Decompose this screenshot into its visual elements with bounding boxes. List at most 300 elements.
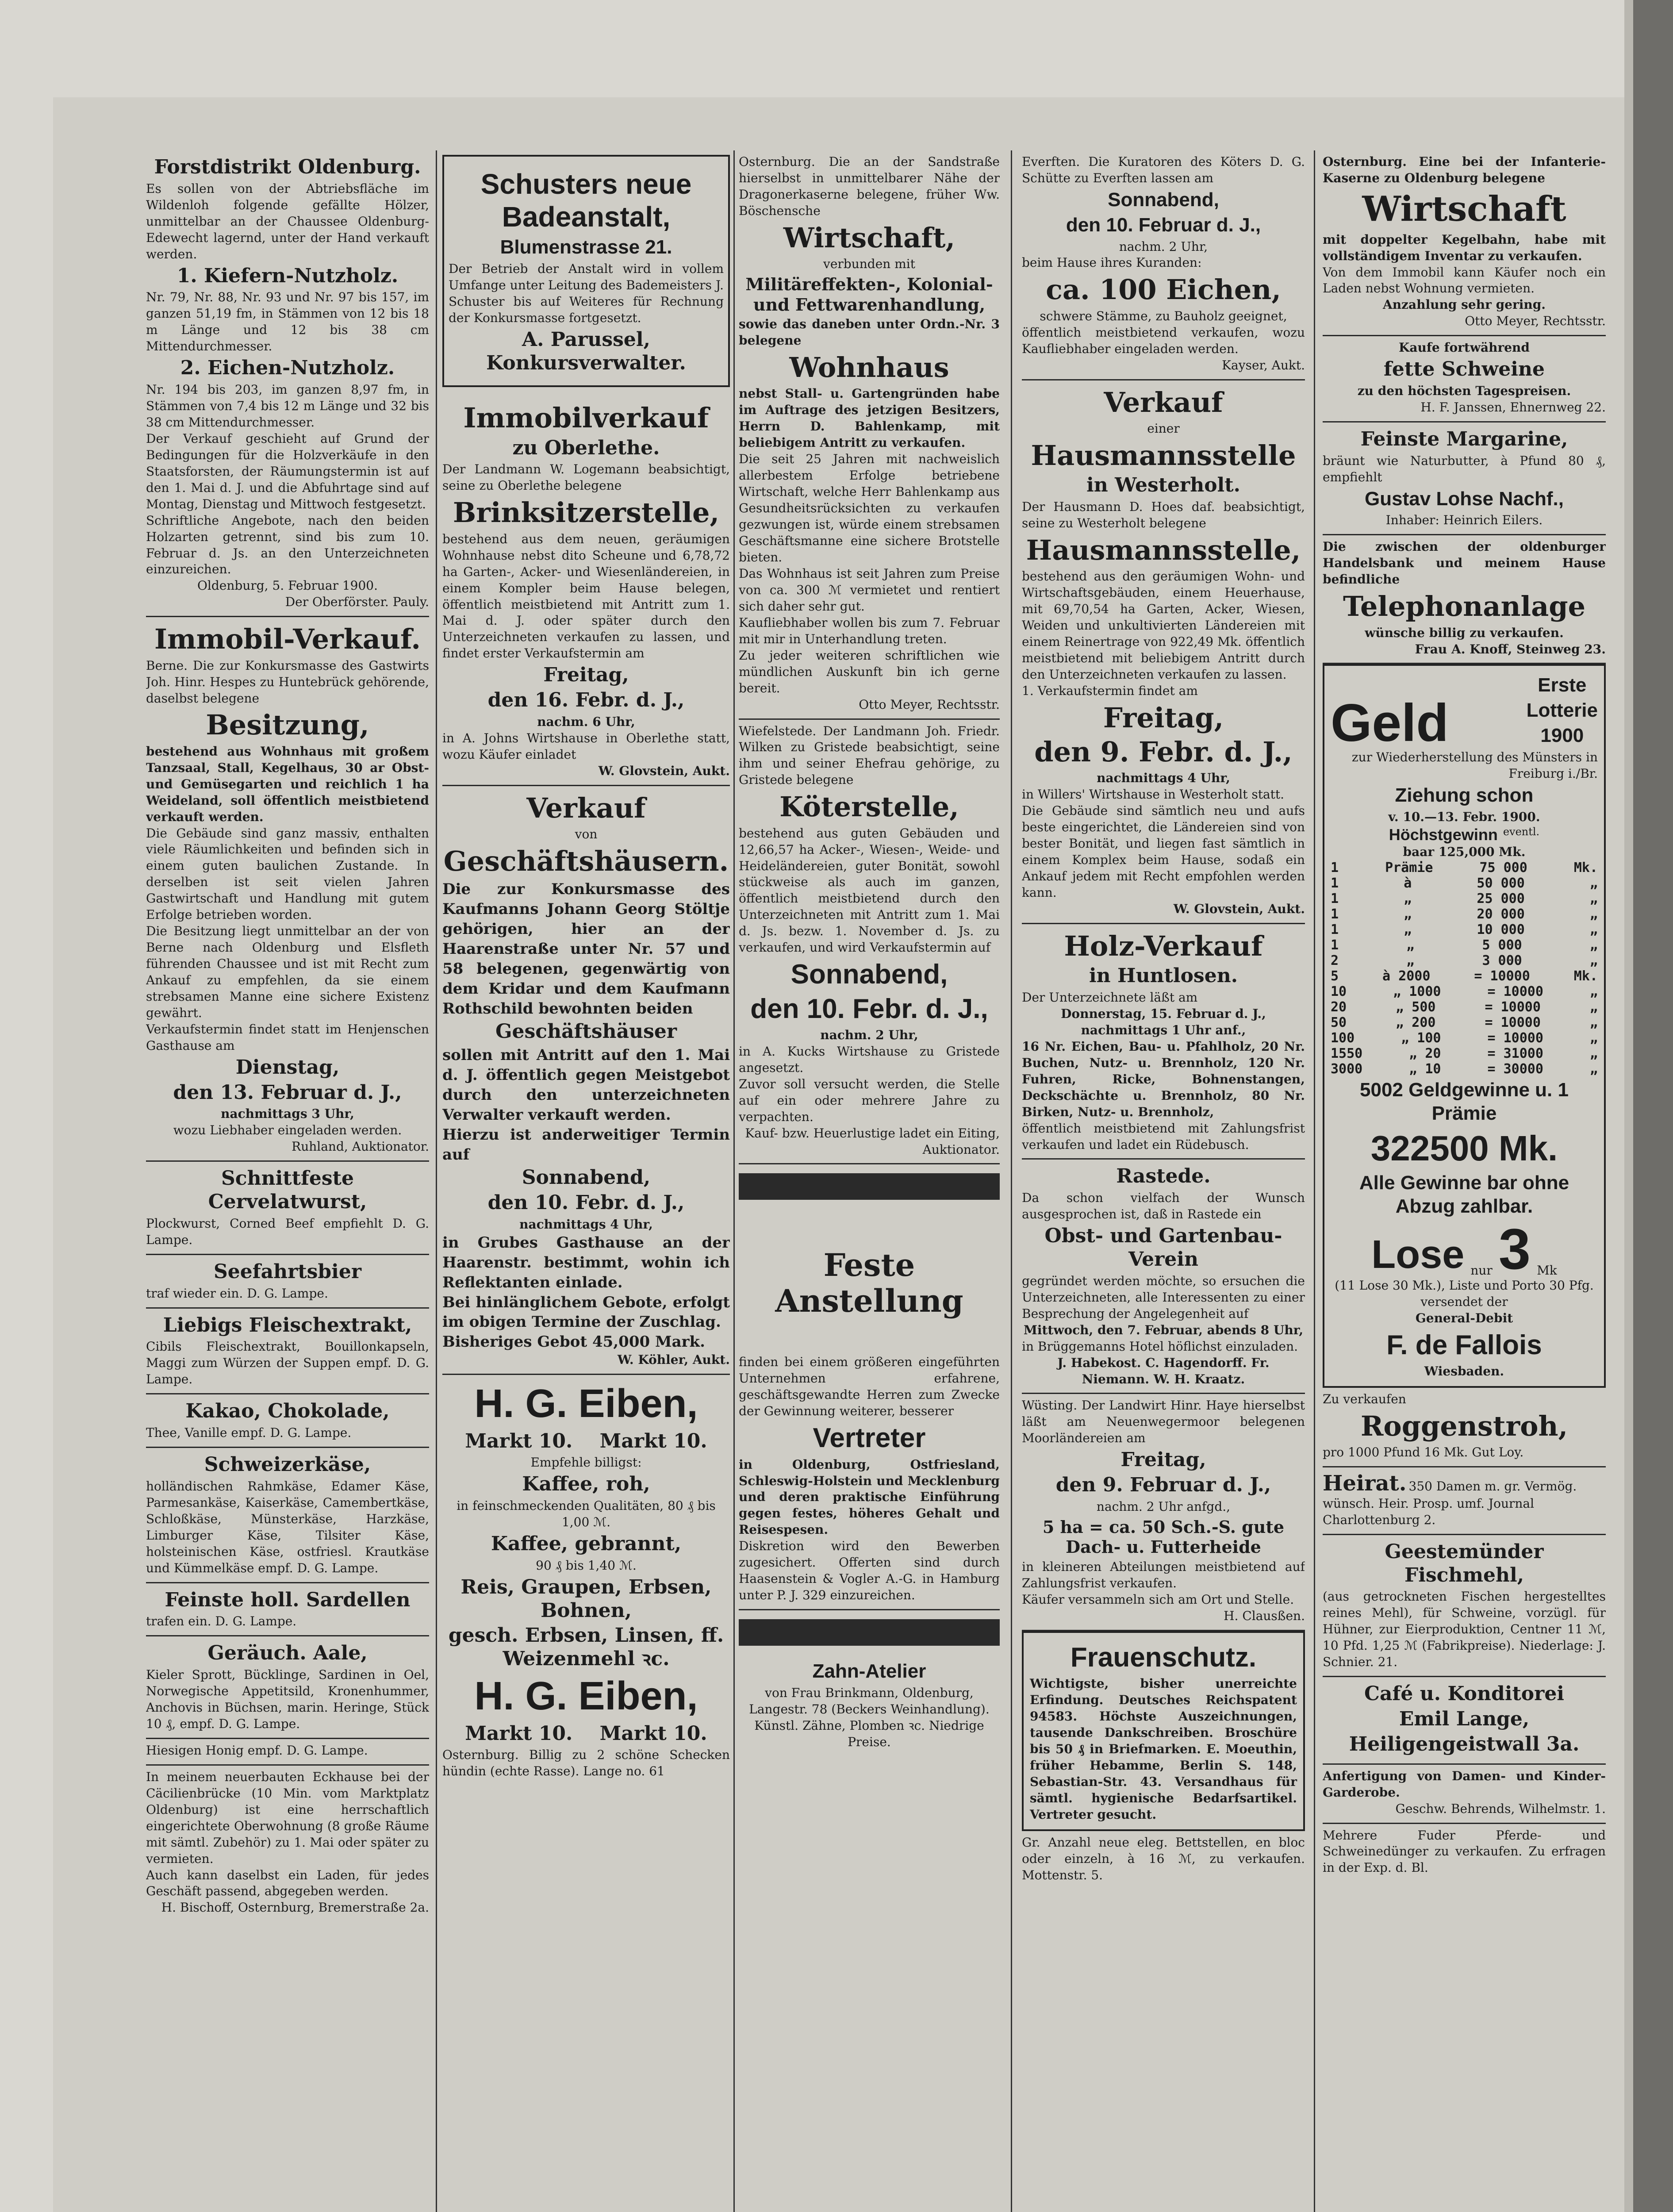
lotterie-prize-cell: 1: [1331, 891, 1339, 907]
ad-text: Kaufliebhaber wollen bis zum 7. Februar mit mir in Unterhandlung treten.: [739, 615, 1000, 646]
ad-text: Hierzu ist anderweitiger Termin auf: [442, 1125, 730, 1164]
lotterie-prize-row: [1331, 906, 1598, 922]
lotterie-prize-cell: „: [1589, 876, 1598, 891]
ad-text: Das Wohnhaus ist seit Jahren zum Preise von ca. 300 ℳ vermietet und rentiert sich daher sehr gut.: [739, 566, 1000, 614]
lotterie-prize-cell: „: [1589, 906, 1598, 922]
ad-text: Hiesigen Honig empf. D. G. Lampe.: [146, 1743, 368, 1758]
ad-signature: W. Köhler, Aukt.: [617, 1352, 730, 1367]
ad-text: in A. Kucks Wirtshause zu Gristede angesetzt.: [739, 1044, 1000, 1075]
ad-headline: 5 ha = ca. 50 Sch.-S. gute Dach- u. Futterheide: [1042, 1517, 1285, 1557]
ad-text: Kaufe fortwährend: [1399, 340, 1530, 355]
ad-text: Der Landmann W. Logemann beabsichtigt, seine zu Oberlethe belegene: [442, 462, 730, 493]
lotterie-title: Lotterie: [1526, 699, 1598, 722]
ad-text: gegründet werden möchte, so ersuchen die Unterzeichneten, alle Interessenten zu einer Besprechung der Angelegenheit auf: [1022, 1273, 1305, 1321]
ad-title: Verkauf: [526, 791, 646, 824]
lotterie-eventl: eventl.: [1503, 825, 1540, 838]
ad-text: Es sollen von der Abtriebsfläche im Wildenloh folgende gefällte Hölzer, unmittelbar an der Chaussee Oldenburg-Edewecht lagernd, unter der Hand verkauft werden.: [146, 181, 429, 261]
ad-subtitle: in Huntlosen.: [1089, 964, 1238, 987]
ad-badeanstalt: [442, 155, 730, 387]
lotterie-prize-cell: 2: [1331, 953, 1339, 969]
lotterie-hoechstgewinn: Höchstgewinn: [1389, 825, 1498, 844]
ad-text: bestehend aus guten Gebäuden und 12,66,57 ha Acker-, Wiesen-, Weide- und Heideländereien, guter Bonität, sowohl stückweise als auch im ganzen, öffentlich meistbietend durch den Unterzeichneten mit Antritt zum 1. Mai d. Js. bezw. 1. November d. Js. zu verkaufen, und wird Verkaufstermin auf: [739, 826, 1000, 955]
ad-text: Verkaufstermin findet statt im Henjenschen Gasthause am: [146, 1022, 429, 1053]
ad-text: in Oldenburg, Ostfriesland, Schleswig-Holstein und Mecklenburg und deren praktische Einführung gegen festes, höheres Gehalt und Reisespesen.: [739, 1457, 1000, 1537]
ad-text: nebst Stall- u. Gartengründen habe im Auftrage des jetzigen Besitzers, Herrn D. Bahlenkamp, mit beliebigem Antritt zu verkaufen.: [739, 386, 1000, 450]
lotterie-lose-row: [1331, 1216, 1598, 1281]
ad-date: Mittwoch, den 7. Februar, abends 8 Uhr,: [1023, 1322, 1304, 1337]
ad-separator-bar: [739, 1619, 1000, 1646]
ad-text: Osternburg. Billig zu 2 schöne Schecken hündin (echte Rasse). Lange no. 61: [442, 1747, 730, 1779]
ad-kakao: [146, 1394, 429, 1448]
ad-title: Seefahrtsbier: [213, 1260, 362, 1283]
ad-time: nachmittags 1 Uhr anf.,: [1081, 1022, 1246, 1037]
page-edge-shadow: [1624, 0, 1633, 2212]
lotterie-prize-cell: „: [1589, 1030, 1598, 1046]
ad-date: den 10. Februar d. J.,: [1066, 214, 1261, 236]
ad-text: Die zwischen der oldenburger Handelsbank und meinem Hause befindliche: [1323, 539, 1606, 587]
lotterie-hoechst-row: [1331, 826, 1598, 844]
ad-text: Zuvor soll versucht werden, die Stelle auf ein oder mehrere Jahre zu verpachten.: [739, 1076, 1000, 1124]
ad-aale: [146, 1636, 429, 1739]
ad-text: bräunt wie Naturbutter, à Pfund 80 ₰, empfiehlt: [1323, 453, 1606, 484]
ad-text: 1. Verkaufstermin findet am: [1022, 683, 1198, 698]
ad-title: Kakao, Chokolade,: [185, 1400, 390, 1423]
ad-text: traf wieder ein. D. G. Lampe.: [146, 1286, 328, 1301]
lotterie-nur: nur: [1470, 1263, 1493, 1278]
lotterie-prize-cell: „ 1000: [1393, 984, 1441, 1000]
lotterie-prize-cell: 10: [1331, 984, 1347, 1000]
ad-title: Zahn-Atelier: [812, 1660, 926, 1682]
ad-telephonanlage: [1323, 535, 1606, 664]
lotterie-prize-cell: 20: [1331, 999, 1347, 1015]
ad-title: Immobilverkauf: [463, 402, 709, 434]
lotterie-prize-cell: „: [1406, 937, 1415, 953]
ad-text: Everften. Die Kuratoren des Köters D. G. Schütte zu Everften lassen am: [1022, 154, 1305, 185]
lotterie-header: [1331, 672, 1598, 753]
ad-wirtschaft-osternburg: [739, 150, 1000, 720]
lotterie-prize-cell: 3 000: [1482, 953, 1522, 969]
ad-product: Kaffee, gebrannt,: [491, 1532, 682, 1555]
ad-eiben: [442, 1375, 730, 1785]
lotterie-prize-cell: „: [1589, 937, 1598, 953]
lotterie-prize-cell: „ 10: [1409, 1061, 1441, 1077]
ad-geschaeftshaeuser: [442, 786, 730, 1375]
ad-text: Die zur Konkursmasse des Kaufmanns Johann Georg Stöltje gehörigen, hier an der Haarenstraße unter Nr. 57 und 58 belegenen, gegenwärtig von dem Kridar und dem Kaufmann Rothschild bewohnten beiden: [442, 880, 730, 1018]
ad-headline: Brinksitzerstelle,: [453, 496, 720, 529]
lotterie-prize-cell: = 30000: [1487, 1061, 1543, 1077]
ad-text: in Grubes Gasthause an der Haarenstr. bestimmt, wohin ich Reflektanten einlade.: [442, 1233, 730, 1291]
lotterie-prize-cell: à: [1404, 876, 1412, 891]
lotterie-prize-cell: 3000: [1331, 1061, 1363, 1077]
ad-signature: H. Clausßen.: [1224, 1608, 1305, 1623]
column-rule: [1314, 150, 1315, 2212]
ad-subtitle: in Westerholt.: [1086, 474, 1240, 497]
ad-text: zu den höchsten Tagespreisen.: [1357, 384, 1571, 399]
lotterie-prize-row: [1331, 922, 1598, 937]
ad-date: den 9. Febr. d. J.,: [1034, 735, 1293, 768]
lotterie-prize-cell: „: [1404, 891, 1412, 907]
ad-time: nachm. 2 Uhr,: [820, 1027, 918, 1042]
lotterie-alle-gewinne: Alle Gewinne bar ohne Abzug zahlbar.: [1359, 1172, 1569, 1217]
ad-headline: Telephonanlage: [1343, 590, 1586, 623]
lotterie-prize-row: [1331, 953, 1598, 968]
ad-headline: Roggenstroh,: [1360, 1409, 1568, 1442]
ad-text: Wichtigste, bisher unerreichte Erfindung. Deutsches Reichspatent 94583. Höchste Auszeichnungen, tausende Dankschreiben. Broschüre bis 50 ₰ in Briefmarken. E. Moeuthin, früher Hebamme, Berlin S. 148, Sebastian-Str. 43. Versandhaus für sämtl. hygienische Bedarfsartikel. Vertreter gesucht.: [1030, 1676, 1297, 1822]
ad-title: Holz-Verkauf: [1064, 929, 1263, 962]
ad-text: von: [575, 827, 598, 842]
ad-headline: Hausmannsstelle,: [1026, 534, 1301, 566]
ad-eichen: [1022, 150, 1305, 380]
ad-schweizerkaese: [146, 1448, 429, 1583]
lotterie-prize-cell: 5 000: [1482, 937, 1522, 953]
column-2: [442, 150, 730, 2212]
ad-signature: H. F. Janssen, Ehnernweg 22.: [1420, 400, 1606, 415]
ad-time: nachmittags 4 Uhr,: [1097, 771, 1230, 786]
ad-text: Die Besitzung liegt unmittelbar an der von Berne nach Oldenburg und Elsfleth führenden Chaussee und ist mit Recht zum Ankauf zu empfehlen, da sie einem strebsamen Manne eine sichere Existenz gewährt.: [146, 924, 429, 1021]
lotterie-prize-cell: 75 000: [1479, 860, 1527, 876]
ad-title: Café u. Konditorei: [1364, 1682, 1565, 1705]
lotterie-prize-row: [1331, 999, 1598, 1015]
ad-bettstellen: [1022, 1831, 1305, 1889]
ad-product: Reis, Graupen, Erbsen, Bohnen,: [460, 1575, 712, 1622]
ad-text: finden bei einem größeren eingeführten Unternehmen erfahrene, geschäftsgewandte Herren zum Zwecke der Gewinnung weiterer, besserer: [739, 1355, 1000, 1419]
lotterie-prize-cell: „: [1406, 953, 1415, 969]
ad-signature: Kauf- bzw. Heuerlustige ladet ein Eiting, Auktionator.: [745, 1125, 1000, 1157]
ad-text: Der Verkauf geschieht auf Grund der Bedingungen für die Holzverkäufe in den Staatsforsten, der Räumungstermin ist auf den 1. Mai d. J. und die Abfuhrtage sind auf Montag, Dienstag und Mittwoch festgesetzt.: [146, 431, 429, 511]
ad-signature: H. Bischoff, Osternburg, Bremerstraße 2a.: [161, 1900, 429, 1915]
lotterie-prize-cell: 1: [1331, 922, 1339, 938]
ad-sardellen: [146, 1583, 429, 1637]
ad-roggenstroh: [1323, 1388, 1606, 1467]
ad-text: schwere Stämme, zu Bauholz geeignet,: [1040, 308, 1287, 323]
ad-headline: Heirat.: [1323, 1471, 1407, 1496]
ad-text: Der Betrieb der Anstalt wird in vollem Umfange unter Leitung des Bademeisters J. Schuster bis auf Weiteres für Rechnung der Konkursmasse fortgesetzt.: [449, 261, 724, 325]
ad-title: Schnittfeste Cervelatwurst,: [208, 1167, 367, 1214]
ad-firm: Gustav Lohse Nachf.,: [1365, 488, 1564, 510]
ad-title: Frauenschutz.: [1070, 1642, 1257, 1673]
lotterie-prize-cell: = 10000: [1474, 968, 1530, 984]
lotterie-prize-cell: Prämie: [1385, 860, 1433, 876]
ad-product: gesch. Erbsen, Linsen, ff. Weizenmehl ꝛc.: [448, 1624, 724, 1671]
ad-text: Wiefelstede. Der Landmann Joh. Friedr. Wilken zu Gristede beabsichtigt, seine ihm und seiner Ehefrau gehörige, zu Gristede belegene: [739, 723, 1000, 787]
lotterie-prize-cell: 1550: [1331, 1046, 1363, 1062]
lotterie-city: Wiesbaden.: [1424, 1363, 1504, 1379]
lotterie-prize-cell: „: [1589, 1015, 1598, 1031]
ad-day: Freitag,: [1103, 701, 1224, 734]
ad-geld-lotterie: [1323, 664, 1606, 1387]
ad-date: den 10. Febr. d. J.,: [487, 1191, 685, 1214]
lotterie-prize-cell: à 2000: [1382, 968, 1431, 984]
ad-bischoff: [146, 1766, 429, 1922]
ad-subtitle: Geschäftshäusern.: [443, 845, 729, 877]
ad-text: holländischen Rahmkäse, Edamer Käse, Parmesankäse, Kaiserkäse, Camembertkäse, Schloßkäse, Münsterkäse, Harzkäse, Limburger Käse, Tilsiter Käse, holsteinischen Käse, ostfriesl. Krautkäse und Kümmelkäse empf. D. G. Lampe.: [146, 1479, 429, 1575]
ad-text: Osternburg. Die an der Sandstraße hierselbst in unmittelbarer Nähe der Dragonerkaserne belegene, früher Ww. Böschensche: [739, 154, 1000, 218]
ad-day: Sonnabend,: [1108, 188, 1219, 211]
lotterie-prize-cell: = 10000: [1487, 984, 1543, 1000]
ad-address: Markt 10. Markt 10.: [465, 1429, 707, 1452]
ad-text: Nr. 79, Nr. 88, Nr. 93 und Nr. 97 bis 157, im ganzen 51,19 fm, in Stämmen von 12 bis 18 m Länge und 12 bis 38 cm Mittendurchmesser.: [146, 290, 429, 354]
ad-text: in Brüggemanns Hotel höflichst einzuladen.: [1022, 1339, 1298, 1354]
ad-title: Rastede.: [1116, 1165, 1211, 1188]
ad-text: trafen ein. D. G. Lampe.: [146, 1614, 297, 1629]
lotterie-prize-list: [1331, 860, 1598, 1077]
lotterie-prize-cell: Mk.: [1573, 860, 1598, 876]
ad-text: einer: [1147, 421, 1180, 436]
ad-text: Wüsting. Der Landwirt Hinr. Haye hierselbst läßt am Neuenwegermoor belegenen Moorländereien am: [1022, 1398, 1305, 1446]
ad-headline: Wirtschaft,: [783, 221, 955, 254]
ad-text: (11 Lose 30 Mk.), Liste und Porto 30 Pfg. versendet der: [1335, 1278, 1594, 1309]
ad-text: Da schon vielfach der Wunsch ausgesprochen ist, daß in Rastede ein: [1022, 1190, 1305, 1222]
ad-text: Plockwurst, Corned Beef empfiehlt D. G. Lampe.: [146, 1216, 429, 1247]
lotterie-baar: baar 125,000 Mk.: [1403, 844, 1526, 859]
ad-text: Kieler Sprott, Bücklinge, Sardinen in Oel, Norwegische Appetitsild, Kronenhummer, Anchovis in Büchsen, marin. Heringe, Stück 10 ₰, empf. D. G. Lampe.: [146, 1667, 429, 1731]
ad-fischmehl: [1323, 1535, 1606, 1677]
ad-oberlethe: [442, 396, 730, 786]
column-3: [739, 150, 1000, 2212]
ad-headline: Wirtschaft: [1362, 188, 1566, 229]
ad-firm: Emil Lange,: [1399, 1708, 1530, 1731]
ad-text: In meinem neuerbauten Eckhause bei der Cäcilienbrücke (10 Min. vom Marktplatz Oldenburg) ist eine herrschaftlich eingerichtete Oberwohnung (8 große Räume mit sämtl. Zubehör) zu 1. Mai oder später zu vermieten.: [146, 1769, 429, 1866]
lotterie-prize-row: [1331, 891, 1598, 906]
lotterie-prize-cell: „: [1404, 906, 1412, 922]
ad-title: Schusters neue Badeanstalt,: [480, 168, 692, 233]
lotterie-prize-cell: 5: [1331, 968, 1339, 984]
lotterie-lose: Lose: [1371, 1232, 1465, 1277]
ad-signature: Otto Meyer, Rechtsstr.: [1465, 314, 1606, 329]
ad-wirtschaft-kaserne: [1323, 150, 1606, 336]
lotterie-prize-cell: = 10000: [1485, 1015, 1541, 1031]
ad-text: Schriftliche Angebote, nach den beiden Holzarten getrennt, sind bis zum 10. Februar d. Js. an den Unterzeichneten einzureichen.: [146, 513, 429, 577]
ad-headline: fette Schweine: [1383, 358, 1545, 381]
lotterie-date: v. 10.—13. Febr. 1900.: [1388, 809, 1540, 824]
lotterie-erste: Erste: [1538, 674, 1587, 696]
ad-honig: [146, 1739, 429, 1766]
ad-date: den 10. Febr. d. J.,: [750, 993, 988, 1024]
ad-day: Dienstag,: [235, 1056, 340, 1079]
lotterie-title-block: [1527, 672, 1598, 749]
lotterie-prize-cell: 1: [1331, 876, 1339, 891]
ad-headline: Wohnhaus: [789, 351, 949, 384]
ad-text: mit doppelter Kegelbahn, habe mit vollständigem Inventar zu verkaufen.: [1323, 232, 1606, 263]
ad-text: (aus getrockneten Fischen hergestelltes reines Mehl), für Schweine, vorzügl. für Hühner, zur Eierproduktion, Centner 11 ℳ, 10 Pfd. 1,25 ℳ (Fabrikpreise). Niederlage: J. Schnier. 21.: [1323, 1589, 1606, 1670]
lotterie-prize-cell: „: [1404, 922, 1412, 938]
ad-feste-anstellung: [739, 1209, 1000, 1610]
ad-signature: Frau A. Knoff, Steinweg 23.: [1415, 641, 1606, 657]
ad-title: Verkauf: [1104, 386, 1223, 419]
ad-text: öffentlich meistbietend mit Zahlungsfrist verkaufen und ladet ein Rüdebusch.: [1022, 1121, 1305, 1152]
ad-garderobe: [1323, 1765, 1606, 1824]
lotterie-prize-cell: „ 100: [1401, 1030, 1441, 1046]
ad-day: Freitag,: [543, 664, 629, 687]
ad-date: Oldenburg, 5. Februar 1900.: [197, 578, 378, 593]
ad-text: wünsche billig zu verkaufen.: [1365, 625, 1564, 640]
ad-title: Feinste Margarine,: [1360, 427, 1568, 450]
ad-address: Markt 10. Markt 10.: [465, 1722, 707, 1745]
ad-date: den 13. Februar d. J.,: [173, 1081, 402, 1104]
lotterie-mk: Mk: [1537, 1263, 1557, 1278]
ad-text: in kleineren Abteilungen meistbietend auf Zahlungsfrist verkaufen.: [1022, 1559, 1305, 1590]
ad-text: wozu Liebhaber eingeladen werden.: [173, 1123, 402, 1138]
ad-text: 350 Damen m. gr. Vermög. wünsch. Heir. Prosp. umf. Journal Charlottenburg 2.: [1323, 1479, 1577, 1527]
ad-text: Mehrere Fuder Pferde- und Schweinedünger zu verkaufen. Zu erfragen in der Exp. d. Bl.: [1323, 1828, 1606, 1875]
ad-signature: W. Glovstein, Aukt.: [1173, 901, 1305, 916]
lotterie-prize-cell: „: [1589, 953, 1598, 969]
ad-text: Zu jeder weiteren schriftlichen wie mündlichen Auskunft bin ich gerne bereit.: [739, 648, 1000, 695]
ad-text: Der Unterzeichnete läßt am: [1022, 990, 1198, 1005]
lotterie-firm: F. de Fallois: [1386, 1329, 1542, 1360]
ad-date: den 16. Febr. d. J.,: [487, 689, 685, 712]
ad-text: 16 Nr. Eichen, Bau- u. Pfahlholz, 20 Nr. Buchen, Nutz- u. Brennholz, 120 Nr. Fuhren, Ricke, Bohnenstangen, Deckschächte u. Brennholz, 80 Nr. Birken, Nutz- u. Brennholz,: [1022, 1039, 1305, 1119]
column-rule: [1011, 150, 1012, 2212]
column-1: [146, 150, 429, 2212]
ad-liebigs: [146, 1309, 429, 1395]
column-rule: [733, 150, 735, 2212]
ad-signature: A. Parussel, Konkursverwalter.: [486, 328, 686, 374]
ad-heirat: [1323, 1467, 1606, 1535]
ad-text: Osternburg. Eine bei der Infanterie-Kaserne zu Oldenburg belegene: [1323, 154, 1606, 185]
ad-headline: Vertreter: [813, 1423, 926, 1454]
ad-signature: W. Glovstein, Aukt.: [598, 763, 730, 778]
ad-title: H. G. Eiben,: [474, 1674, 698, 1719]
ad-text: Zu verkaufen: [1323, 1391, 1406, 1406]
ad-day: Sonnabend,: [522, 1166, 651, 1189]
ad-title: Geräuch. Aale,: [207, 1642, 368, 1665]
ad-text: Berne. Die zur Konkursmasse des Gastwirts Joh. Hinr. Hespes zu Huntebrück gehörende, daselbst belegene: [146, 658, 429, 706]
lotterie-prize-cell: 25 000: [1477, 891, 1525, 907]
column-5: [1323, 150, 1606, 2212]
ad-text: pro 1000 Pfund 16 Mk. Gut Loy.: [1323, 1445, 1524, 1460]
ad-text: verbunden mit: [823, 257, 915, 272]
ad-headline: ca. 100 Eichen,: [1046, 273, 1281, 306]
ad-text: in A. Johns Wirtshause in Oberlethe statt, wozu Käufer einladet: [442, 730, 730, 762]
lotterie-prize-cell: „: [1589, 922, 1598, 938]
ad-text: Bei hinlänglichem Gebote, erfolgt im obigen Termine der Zuschlag.: [442, 1293, 730, 1331]
lotterie-count: 5002 Geldgewinne u. 1 Prämie: [1360, 1079, 1569, 1125]
lotterie-prize-cell: Mk.: [1573, 968, 1598, 984]
ad-time: nachm. 2 Uhr,: [1119, 239, 1208, 254]
ad-text: bestehend aus Wohnhaus mit großem Tanzsaal, Stall, Kegelhaus, 30 ar Obst- und Gemüsegarten und reichlich 1 ha Weideland, soll öffentlich meistbietend verkauft werden.: [146, 744, 429, 824]
ad-duenger: [1323, 1824, 1606, 1882]
lotterie-ziehung: Ziehung schon: [1395, 784, 1534, 806]
ad-text: in Willers' Wirtshause in Westerholt statt.: [1022, 787, 1285, 802]
ad-text: Die seit 25 Jahren mit nachweislich allerbestem Erfolge betriebene Wirtschaft, welche Herr Bahlenkamp aus Gesundheitsrücksichten zu verkaufen gezwungen ist, würde einem strebsamen Geschäftsmanne eine sichere Brotstelle bieten.: [739, 452, 1000, 565]
lotterie-year: 1900: [1540, 725, 1584, 747]
lotterie-prize-row: [1331, 1030, 1598, 1046]
ad-headline: Obst- und Gartenbau-Verein: [1044, 1225, 1282, 1271]
ad-title: Feinste holl. Sardellen: [165, 1588, 411, 1611]
lotterie-prize-cell: 1: [1331, 860, 1339, 876]
lotterie-general-debit: General-Debit: [1415, 1310, 1513, 1325]
lotterie-prize-row: [1331, 984, 1598, 999]
ad-signature: Kayser, Aukt.: [1222, 357, 1305, 373]
lotterie-geld: Geld: [1331, 693, 1449, 753]
ad-forstdistrikt: [146, 150, 429, 617]
lotterie-prize-row: [1331, 1015, 1598, 1030]
lotterie-prize-row: [1331, 968, 1598, 984]
ad-text: Anzahlung sehr gering.: [1382, 297, 1546, 312]
ad-title: H. G. Eiben,: [474, 1382, 698, 1426]
ad-subheading: 2. Eichen-Nutzholz.: [180, 357, 395, 380]
ad-headline: Geschäftshäuser: [495, 1020, 677, 1043]
lotterie-prize-cell: 50: [1331, 1015, 1347, 1031]
ad-hausmannsstelle: [1022, 380, 1305, 924]
ad-day: Freitag,: [1120, 1448, 1206, 1471]
lotterie-total: 322500 Mk.: [1370, 1129, 1558, 1168]
ad-date: Donnerstag, 15. Februar d. J.,: [1061, 1006, 1266, 1021]
ad-product: Kaffee, roh,: [522, 1473, 650, 1496]
ad-text: zur Wiederherstellung des Münsters in Freiburg i./Br.: [1351, 749, 1598, 781]
lotterie-prize-cell: 1: [1331, 906, 1339, 922]
ad-title: Liebigs Fleischextrakt,: [163, 1313, 412, 1336]
lotterie-prize-cell: „: [1589, 984, 1598, 1000]
lotterie-prize-row: [1331, 937, 1598, 953]
ad-text: Anfertigung von Damen- und Kinder-Garderobe.: [1323, 1768, 1606, 1800]
column-4: [1022, 150, 1305, 2212]
page-edge: [1633, 0, 1673, 2212]
ad-margarine: [1323, 422, 1606, 535]
ad-text: Gr. Anzahl neue eleg. Bettstellen, en bloc oder einzeln, à 16 ℳ, zu verkaufen. Mottenstr. 5.: [1022, 1835, 1305, 1882]
ad-text: Von dem Immobil kann Käufer noch ein Laden nebst Wohnung vermieten.: [1323, 265, 1606, 296]
ad-text: von Frau Brinkmann, Oldenburg, Langestr. 78 (Beckers Weinhandlung). Künstl. Zähne, Plomben ꝛc. Niedrige Preise.: [749, 1685, 990, 1749]
ad-text: sollen mit Antritt auf den 1. Mai d. J. öffentlich gegen Meistgebot durch den unterzeichneten Verwalter verkauft werden.: [442, 1046, 730, 1124]
column-rule: [436, 150, 437, 2212]
ad-signature: J. Habekost. C. Hagendorff. Fr. Niemann. W. H. Kraatz.: [1057, 1355, 1270, 1386]
lotterie-prize-cell: = 31000: [1487, 1046, 1543, 1062]
ad-text: Cibils Fleischextrakt, Bouillonkapseln, Maggi zum Würzen der Suppen empf. D. G. Lampe.: [146, 1339, 429, 1387]
ad-title: Geestemünder Fischmehl,: [1385, 1540, 1544, 1586]
ad-wuesting: [1022, 1394, 1305, 1631]
ad-zahn-atelier: [739, 1655, 1000, 1756]
ad-text: Nr. 194 bis 203, im ganzen 8,97 fm, in Stämmen von 7,4 bis 12 m Länge und 32 bis 38 cm Mittendurchmesser.: [146, 382, 429, 430]
lotterie-prize-cell: „: [1589, 999, 1598, 1015]
ad-text: Die Gebäude sind ganz massiv, enthalten viele Räumlichkeiten und befinden sich in einem guten baulichen Zustande. In derselben ist seit vielen Jahren Gastwirtschaft und Handlung mit gutem Erfolge betrieben worden.: [146, 826, 429, 922]
ad-text: Bisheriges Gebot 45,000 Mark.: [442, 1333, 705, 1351]
lotterie-prize-cell: „: [1589, 1061, 1598, 1077]
ad-text: bestehend aus dem neuen, geräumigen Wohnhause nebst dito Scheune und 6,78,72 ha Garten-, Acker- und Wiesenländereien, in einem Kompler beim Hause belegen, öffentlich meistbietend mit Antritt zum 1. Mai d. J. oder später durch den Unterzeichneten verkaufen zu lassen, und findet erster Verkaufstermin am: [442, 531, 730, 661]
ad-signature: Der Oberförster. Pauly.: [285, 595, 429, 610]
lotterie-prize-row: [1331, 1061, 1598, 1077]
ad-time: nachm. 6 Uhr,: [537, 714, 635, 729]
ad-subtitle: zu Oberlethe.: [512, 436, 660, 459]
ad-schweine: [1323, 336, 1606, 422]
ad-text: 90 ₰ bis 1,40 ℳ.: [536, 1558, 637, 1573]
ad-subtitle: Militäreffekten-, Kolonial- und Fettwarenhandlung,: [745, 274, 993, 315]
ad-frauenschutz: [1022, 1631, 1305, 1831]
lotterie-prize-cell: „ 20: [1409, 1046, 1441, 1062]
ad-koeterstelle: [739, 720, 1000, 1165]
lotterie-prize-cell: „ 500: [1396, 999, 1436, 1015]
lotterie-prize-cell: 20 000: [1477, 906, 1525, 922]
ad-immobil-verkauf: [146, 617, 429, 1162]
ad-text: Diskretion wird den Bewerben zugesichert. Offerten sind durch Haasenstein & Vogler A.-G. in Hamburg unter P. J. 329 einzureichen.: [739, 1539, 1000, 1603]
ad-text: Inhaber: Heinrich Eilers.: [1385, 513, 1543, 528]
lotterie-prize-cell: „: [1589, 1046, 1598, 1062]
ad-headline: Besitzung,: [206, 709, 369, 741]
ad-subheading: 1. Kiefern-Nutzholz.: [177, 264, 399, 287]
ad-holz-verkauf: [1022, 924, 1305, 1160]
ad-text: beim Hause ihres Kuranden:: [1022, 255, 1202, 270]
lotterie-prize-cell: = 10000: [1485, 999, 1541, 1015]
ad-rastede: [1022, 1160, 1305, 1394]
lotterie-prize-cell: 100: [1331, 1030, 1355, 1046]
lotterie-prize-cell: 1: [1331, 937, 1339, 953]
ad-title: Feste Anstellung: [775, 1247, 963, 1319]
ad-separator-bar: [739, 1173, 1000, 1200]
ad-title: Forstdistrikt Oldenburg.: [154, 156, 421, 178]
ad-seefahrtsbier: [146, 1255, 429, 1309]
ad-text: Empfehle billigst:: [530, 1455, 642, 1470]
lotterie-prize-cell: = 10000: [1487, 1030, 1543, 1046]
